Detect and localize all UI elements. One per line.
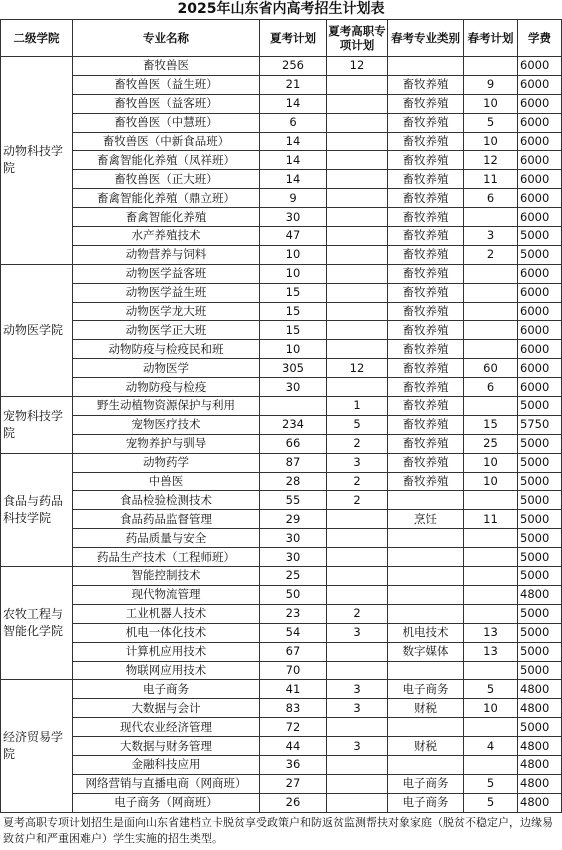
table-row [1, 151, 562, 170]
spring-plan-cell [464, 567, 518, 586]
spring-category-cell: 畜牧养殖 [388, 453, 464, 472]
spring-category-cell: 畜牧养殖 [388, 132, 464, 151]
summer-special-cell [327, 661, 388, 680]
tuition-cell: 5000 [518, 491, 562, 510]
table-row [1, 585, 562, 604]
table-row [1, 718, 562, 737]
summer-plan-cell: 26 [260, 793, 327, 812]
tuition-cell: 6000 [518, 132, 562, 151]
tuition-cell: 6000 [518, 208, 562, 227]
summer-special-cell [327, 755, 388, 774]
table-row [1, 529, 562, 548]
summer-plan-cell: 9 [260, 189, 327, 208]
table-row [1, 737, 562, 756]
summer-plan-cell [260, 397, 327, 416]
major-cell: 药品质量与安全 [73, 529, 260, 548]
summer-special-cell [327, 302, 388, 321]
spring-plan-cell: 2 [464, 245, 518, 264]
summer-plan-cell: 36 [260, 755, 327, 774]
spring-plan-cell: 12 [464, 151, 518, 170]
tuition-cell: 4800 [518, 793, 562, 812]
summer-special-cell: 12 [327, 57, 388, 76]
spring-category-cell [388, 661, 464, 680]
tuition-cell: 5000 [518, 529, 562, 548]
spring-plan-cell [464, 604, 518, 623]
tuition-cell: 5000 [518, 510, 562, 529]
spring-plan-cell: 11 [464, 170, 518, 189]
major-cell: 动物防疫与检疫 [73, 378, 260, 397]
summer-special-cell: 3 [327, 699, 388, 718]
spring-plan-cell: 5 [464, 113, 518, 132]
summer-special-cell: 1 [327, 397, 388, 416]
summer-special-cell [327, 245, 388, 264]
spring-category-cell: 机电技术 [388, 623, 464, 642]
col-header-spring-category: 春考专业类别 [388, 20, 464, 57]
table-row [1, 132, 562, 151]
spring-plan-cell: 15 [464, 415, 518, 434]
summer-plan-cell: 29 [260, 510, 327, 529]
spring-category-cell [388, 491, 464, 510]
summer-special-cell [327, 585, 388, 604]
table-row [1, 604, 562, 623]
major-cell: 动物防疫与检疫民和班 [73, 340, 260, 359]
summer-plan-cell: 23 [260, 604, 327, 623]
table-row [1, 340, 562, 359]
major-cell: 大数据与会计 [73, 699, 260, 718]
summer-plan-cell: 67 [260, 642, 327, 661]
spring-category-cell: 电子商务 [388, 774, 464, 793]
major-cell: 畜禽智能化养殖 [73, 208, 260, 227]
tuition-cell: 4800 [518, 585, 562, 604]
major-cell: 动物医学益客班 [73, 264, 260, 283]
tuition-cell: 6000 [518, 151, 562, 170]
table-row [1, 774, 562, 793]
summer-special-cell [327, 567, 388, 586]
spring-plan-cell: 11 [464, 510, 518, 529]
major-cell: 金融科技应用 [73, 755, 260, 774]
spring-category-cell: 烹饪 [388, 510, 464, 529]
spring-plan-cell: 5 [464, 680, 518, 699]
major-cell: 动物医学正大班 [73, 321, 260, 340]
summer-special-cell [327, 793, 388, 812]
tuition-cell: 6000 [518, 378, 562, 397]
summer-plan-cell: 30 [260, 208, 327, 227]
table-row [1, 302, 562, 321]
spring-plan-cell [464, 340, 518, 359]
spring-plan-cell [464, 755, 518, 774]
spring-category-cell: 畜牧养殖 [388, 340, 464, 359]
summer-special-cell: 12 [327, 359, 388, 378]
spring-category-cell: 畜牧养殖 [388, 302, 464, 321]
spring-plan-cell [464, 491, 518, 510]
spring-plan-cell: 5 [464, 774, 518, 793]
major-cell: 现代物流管理 [73, 585, 260, 604]
tuition-cell: 6000 [518, 189, 562, 208]
summer-plan-cell: 6 [260, 113, 327, 132]
summer-special-cell [327, 321, 388, 340]
spring-plan-cell [464, 718, 518, 737]
table-row [1, 264, 562, 283]
major-cell: 食品药品监督管理 [73, 510, 260, 529]
summer-special-cell [327, 151, 388, 170]
major-cell: 电子商务 [73, 680, 260, 699]
summer-plan-cell: 305 [260, 359, 327, 378]
college-cell: 经济贸易学院 [1, 680, 73, 812]
table-row [1, 755, 562, 774]
summer-special-cell [327, 227, 388, 246]
summer-plan-cell: 15 [260, 283, 327, 302]
table-row [1, 661, 562, 680]
table-row [1, 189, 562, 208]
table-row [1, 699, 562, 718]
summer-plan-cell: 10 [260, 340, 327, 359]
major-cell: 食品检验检测技术 [73, 491, 260, 510]
table-row [1, 642, 562, 661]
summer-plan-cell: 47 [260, 227, 327, 246]
summer-special-cell [327, 264, 388, 283]
major-cell: 中兽医 [73, 472, 260, 491]
summer-plan-cell: 87 [260, 453, 327, 472]
table-row [1, 793, 562, 812]
spring-category-cell: 畜牧养殖 [388, 151, 464, 170]
spring-plan-cell: 4 [464, 737, 518, 756]
summer-special-cell: 2 [327, 472, 388, 491]
summer-special-cell [327, 283, 388, 302]
footnote: 夏考高职专项计划招生是面向山东省建档立卡脱贫享受政策户和防返贫监测帮扶对象家庭（脱贫不稳定户，边缘易致贫户和严重困难户）学生实施的招生类型。 [3, 815, 553, 845]
summer-special-cell: 2 [327, 604, 388, 623]
spring-category-cell [388, 57, 464, 76]
summer-special-cell: 2 [327, 434, 388, 453]
tuition-cell: 6000 [518, 321, 562, 340]
summer-plan-cell: 41 [260, 680, 327, 699]
spring-plan-cell: 5 [464, 793, 518, 812]
spring-plan-cell [464, 585, 518, 604]
summer-special-cell [327, 189, 388, 208]
table-row [1, 208, 562, 227]
spring-category-cell: 畜牧养殖 [388, 415, 464, 434]
summer-special-cell: 3 [327, 737, 388, 756]
summer-plan-cell: 14 [260, 132, 327, 151]
college-cell: 农牧工程与智能化学院 [1, 567, 73, 680]
tuition-cell: 6000 [518, 340, 562, 359]
spring-category-cell [388, 718, 464, 737]
table-row [1, 94, 562, 113]
tuition-cell: 6000 [518, 264, 562, 283]
table-row [1, 434, 562, 453]
tuition-cell: 5000 [518, 604, 562, 623]
tuition-cell: 5000 [518, 227, 562, 246]
college-cell: 食品与药品科技学院 [1, 453, 73, 566]
major-cell: 工业机器人技术 [73, 604, 260, 623]
enrollment-table [0, 19, 562, 813]
summer-plan-cell: 27 [260, 774, 327, 793]
table-row [1, 415, 562, 434]
spring-category-cell: 畜牧养殖 [388, 94, 464, 113]
spring-plan-cell: 6 [464, 378, 518, 397]
tuition-cell: 6000 [518, 57, 562, 76]
spring-plan-cell: 60 [464, 359, 518, 378]
spring-plan-cell [464, 321, 518, 340]
summer-plan-cell: 21 [260, 75, 327, 94]
summer-special-cell: 2 [327, 491, 388, 510]
summer-special-cell [327, 718, 388, 737]
major-cell: 野生动植物资源保护与利用 [73, 397, 260, 416]
summer-plan-cell: 30 [260, 548, 327, 567]
summer-special-cell [327, 642, 388, 661]
spring-category-cell [388, 529, 464, 548]
major-cell: 畜牧兽医（中慧班） [73, 113, 260, 132]
tuition-cell: 4800 [518, 699, 562, 718]
major-cell: 药品生产技术（工程师班） [73, 548, 260, 567]
major-cell: 智能控制技术 [73, 567, 260, 586]
summer-plan-cell: 44 [260, 737, 327, 756]
summer-special-cell [327, 378, 388, 397]
spring-category-cell: 财税 [388, 737, 464, 756]
spring-plan-cell [464, 208, 518, 227]
spring-plan-cell: 10 [464, 94, 518, 113]
summer-special-cell [327, 510, 388, 529]
col-header-major: 专业名称 [73, 20, 260, 57]
major-cell: 网络营销与直播电商（网商班） [73, 774, 260, 793]
spring-category-cell [388, 567, 464, 586]
summer-special-cell [327, 529, 388, 548]
summer-plan-cell: 66 [260, 434, 327, 453]
tuition-cell: 6000 [518, 113, 562, 132]
spring-category-cell: 畜牧养殖 [388, 75, 464, 94]
tuition-cell: 5000 [518, 567, 562, 586]
spring-plan-cell [464, 661, 518, 680]
spring-category-cell: 畜牧养殖 [388, 189, 464, 208]
summer-plan-cell: 256 [260, 57, 327, 76]
tuition-cell: 5000 [518, 718, 562, 737]
college-cell: 动物医学院 [1, 264, 73, 396]
spring-category-cell: 财税 [388, 699, 464, 718]
major-cell: 动物药学 [73, 453, 260, 472]
summer-plan-cell: 54 [260, 623, 327, 642]
summer-plan-cell: 10 [260, 245, 327, 264]
spring-plan-cell: 25 [464, 434, 518, 453]
summer-special-cell [327, 113, 388, 132]
page-title: 2025年山东省内高考招生计划表 [177, 1, 385, 17]
tuition-cell: 5000 [518, 434, 562, 453]
major-cell: 动物医学益生班 [73, 283, 260, 302]
table-row [1, 359, 562, 378]
tuition-cell: 6000 [518, 359, 562, 378]
spring-plan-cell: 10 [464, 132, 518, 151]
summer-plan-cell: 70 [260, 661, 327, 680]
table-row [1, 378, 562, 397]
summer-special-cell [327, 132, 388, 151]
summer-plan-cell: 15 [260, 302, 327, 321]
spring-category-cell: 畜牧养殖 [388, 113, 464, 132]
major-cell: 畜牧兽医（益客班） [73, 94, 260, 113]
major-cell: 畜牧兽医（中新食品班） [73, 132, 260, 151]
summer-special-cell: 3 [327, 680, 388, 699]
summer-special-cell: 3 [327, 623, 388, 642]
table-row [1, 245, 562, 264]
tuition-cell: 4800 [518, 737, 562, 756]
summer-plan-cell: 50 [260, 585, 327, 604]
spring-category-cell [388, 548, 464, 567]
summer-plan-cell: 14 [260, 151, 327, 170]
major-cell: 计算机应用技术 [73, 642, 260, 661]
spring-category-cell: 畜牧养殖 [388, 359, 464, 378]
major-cell: 宠物养护与驯导 [73, 434, 260, 453]
col-header-tuition: 学费 [518, 20, 562, 57]
col-header-college: 二级学院 [1, 20, 73, 57]
tuition-cell: 5000 [518, 472, 562, 491]
tuition-cell: 5750 [518, 415, 562, 434]
spring-category-cell: 电子商务 [388, 680, 464, 699]
table-row [1, 548, 562, 567]
summer-special-cell: 3 [327, 453, 388, 472]
col-header-summer: 夏考计划 [260, 20, 327, 57]
summer-special-cell [327, 94, 388, 113]
tuition-cell: 4800 [518, 774, 562, 793]
spring-plan-cell: 13 [464, 623, 518, 642]
spring-plan-cell [464, 264, 518, 283]
header-row [1, 20, 562, 57]
table-row [1, 623, 562, 642]
table-row [1, 680, 562, 699]
major-cell: 畜禽智能化养殖（鼎立班） [73, 189, 260, 208]
major-cell: 畜牧兽医（益生班） [73, 75, 260, 94]
tuition-cell: 6000 [518, 170, 562, 189]
tuition-cell: 5000 [518, 548, 562, 567]
major-cell: 动物医学龙大班 [73, 302, 260, 321]
summer-special-cell [327, 774, 388, 793]
tuition-cell: 5000 [518, 397, 562, 416]
spring-category-cell [388, 755, 464, 774]
tuition-cell: 5000 [518, 245, 562, 264]
table-row [1, 491, 562, 510]
major-cell: 大数据与财务管理 [73, 737, 260, 756]
major-cell: 宠物医疗技术 [73, 415, 260, 434]
spring-category-cell: 畜牧养殖 [388, 378, 464, 397]
table-row [1, 472, 562, 491]
spring-category-cell: 畜牧养殖 [388, 264, 464, 283]
spring-category-cell: 畜牧养殖 [388, 472, 464, 491]
spring-category-cell: 电子商务 [388, 793, 464, 812]
spring-category-cell: 畜牧养殖 [388, 170, 464, 189]
tuition-cell: 4800 [518, 680, 562, 699]
major-cell: 水产养殖技术 [73, 227, 260, 246]
spring-category-cell: 畜牧养殖 [388, 321, 464, 340]
spring-category-cell: 畜牧养殖 [388, 227, 464, 246]
spring-plan-cell: 9 [464, 75, 518, 94]
major-cell: 现代农业经济管理 [73, 718, 260, 737]
major-cell: 动物营养与饲料 [73, 245, 260, 264]
tuition-cell: 6000 [518, 94, 562, 113]
summer-plan-cell: 10 [260, 264, 327, 283]
spring-category-cell: 畜牧养殖 [388, 283, 464, 302]
summer-plan-cell: 14 [260, 170, 327, 189]
tuition-cell: 6000 [518, 302, 562, 321]
spring-plan-cell [464, 548, 518, 567]
table-row [1, 283, 562, 302]
spring-category-cell: 畜牧养殖 [388, 208, 464, 227]
summer-plan-cell: 30 [260, 529, 327, 548]
summer-plan-cell: 30 [260, 378, 327, 397]
spring-plan-cell: 10 [464, 699, 518, 718]
table-row [1, 227, 562, 246]
spring-category-cell: 畜牧养殖 [388, 397, 464, 416]
spring-plan-cell: 3 [464, 227, 518, 246]
spring-category-cell: 数字媒体 [388, 642, 464, 661]
tuition-cell: 5000 [518, 661, 562, 680]
table-row [1, 453, 562, 472]
summer-special-cell [327, 208, 388, 227]
col-header-summer-special: 夏考高职专项计划 [327, 20, 388, 57]
major-cell: 动物医学 [73, 359, 260, 378]
summer-plan-cell: 55 [260, 491, 327, 510]
summer-special-cell [327, 170, 388, 189]
major-cell: 畜禽智能化养殖（凤祥班） [73, 151, 260, 170]
summer-plan-cell: 72 [260, 718, 327, 737]
table-row [1, 510, 562, 529]
summer-special-cell: 5 [327, 415, 388, 434]
college-cell: 宠物科技学院 [1, 397, 73, 454]
summer-special-cell [327, 75, 388, 94]
summer-plan-cell: 25 [260, 567, 327, 586]
major-cell: 畜牧兽医 [73, 57, 260, 76]
spring-plan-cell [464, 302, 518, 321]
tuition-cell: 6000 [518, 75, 562, 94]
table-row [1, 321, 562, 340]
summer-plan-cell: 234 [260, 415, 327, 434]
table-row [1, 567, 562, 586]
col-header-spring-plan: 春考计划 [464, 20, 518, 57]
table-row [1, 75, 562, 94]
major-cell: 机电一体化技术 [73, 623, 260, 642]
college-cell: 动物科技学院 [1, 57, 73, 265]
major-cell: 物联网应用技术 [73, 661, 260, 680]
spring-plan-cell: 10 [464, 472, 518, 491]
tuition-cell: 5000 [518, 453, 562, 472]
spring-plan-cell: 10 [464, 453, 518, 472]
spring-category-cell [388, 585, 464, 604]
spring-plan-cell: 6 [464, 189, 518, 208]
tuition-cell: 5000 [518, 623, 562, 642]
spring-category-cell [388, 604, 464, 623]
spring-plan-cell [464, 57, 518, 76]
tuition-cell: 5000 [518, 642, 562, 661]
table-row [1, 113, 562, 132]
summer-plan-cell: 83 [260, 699, 327, 718]
summer-plan-cell: 14 [260, 94, 327, 113]
summer-special-cell [327, 548, 388, 567]
summer-plan-cell: 28 [260, 472, 327, 491]
major-cell: 畜牧兽医（正大班） [73, 170, 260, 189]
spring-plan-cell: 13 [464, 642, 518, 661]
table-row [1, 57, 562, 76]
tuition-cell: 6000 [518, 283, 562, 302]
major-cell: 电子商务（网商班） [73, 793, 260, 812]
table-row [1, 170, 562, 189]
spring-category-cell: 畜牧养殖 [388, 434, 464, 453]
tuition-cell: 4800 [518, 755, 562, 774]
spring-plan-cell [464, 397, 518, 416]
spring-category-cell: 畜牧养殖 [388, 245, 464, 264]
spring-plan-cell [464, 283, 518, 302]
summer-plan-cell: 15 [260, 321, 327, 340]
summer-special-cell [327, 340, 388, 359]
spring-plan-cell [464, 529, 518, 548]
table-row [1, 397, 562, 416]
